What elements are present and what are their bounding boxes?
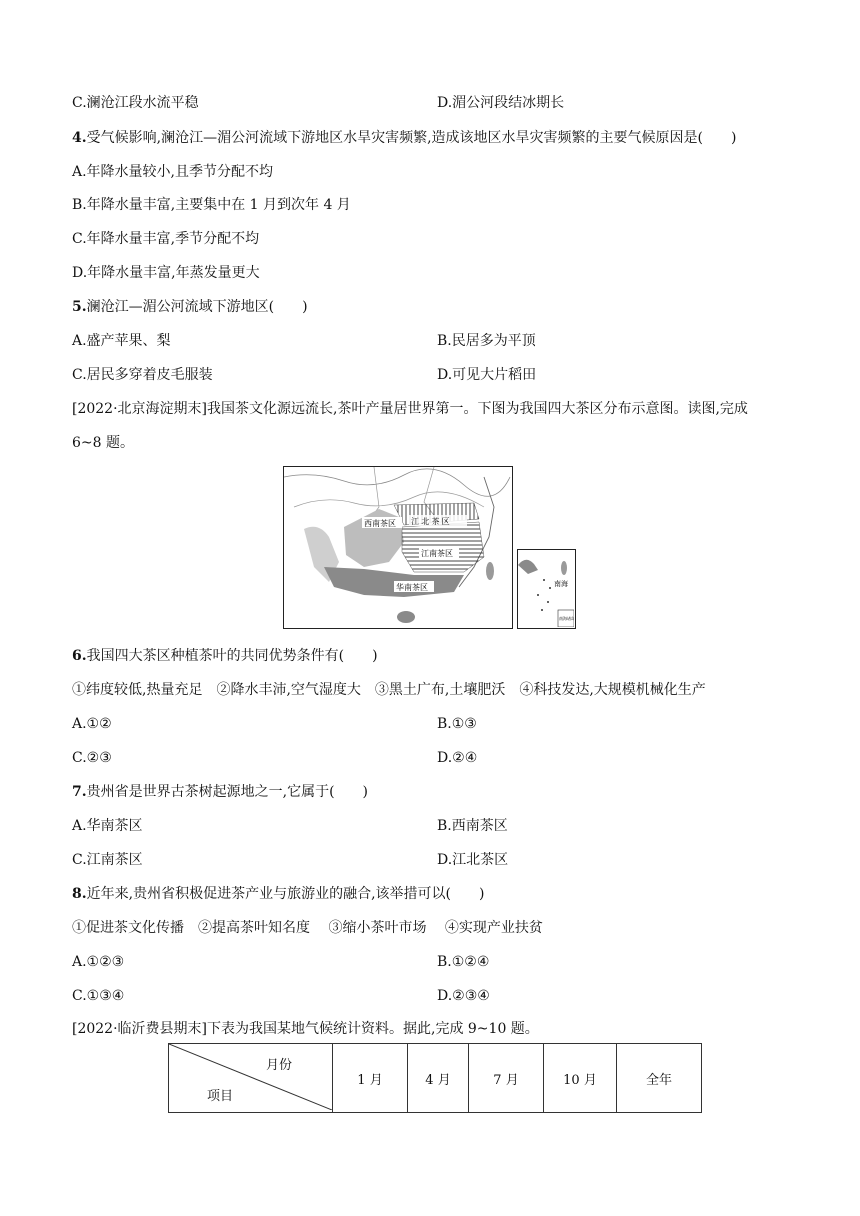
q6-number: 6. bbox=[72, 648, 87, 664]
intro-6-8-line1: [2022·北京海淀期末]我国茶文化源远流长,茶叶产量居世界第一。下图为我国四大茶区分布示意图。读图,完成 bbox=[72, 401, 748, 417]
q6-stem-text: 我国四大茶区种植茶叶的共同优势条件有( ) bbox=[86, 648, 378, 664]
q8-stem bbox=[72, 885, 484, 903]
q6-option-b: B.①③ bbox=[437, 716, 477, 732]
q5-option-b: B.民居多为平顶 bbox=[437, 333, 536, 349]
q6-items: ①纬度较低,热量充足 ②降水丰沛,空气湿度大 ③黑土广布,土壤肥沃 ④科技发达,大规模机械化生产 bbox=[72, 682, 706, 698]
q7-stem bbox=[72, 783, 368, 801]
header-col-jan: 1 月 bbox=[333, 1044, 408, 1113]
q8-option-a: A.①②③ bbox=[72, 954, 125, 970]
q6-option-d: D.②④ bbox=[437, 750, 478, 766]
q7-option-d: D.江北茶区 bbox=[437, 852, 509, 868]
inset-corner-label: 南海诸岛 bbox=[559, 616, 574, 621]
inset-label: 南海 bbox=[554, 581, 568, 588]
q8-option-c: C.①③④ bbox=[72, 988, 125, 1004]
header-col-year: 全年 bbox=[617, 1044, 702, 1113]
q8-stem-text: 近年来,贵州省积极促进茶产业与旅游业的融合,该举措可以( ) bbox=[86, 886, 485, 902]
tea-region-map-graphic bbox=[284, 467, 511, 627]
q4-number: 4. bbox=[72, 130, 87, 146]
tea-region-map bbox=[283, 466, 513, 629]
q4-stem bbox=[72, 129, 736, 147]
table-diagonal-header bbox=[169, 1044, 333, 1113]
q6-option-a: A.①② bbox=[72, 716, 112, 732]
q7-option-a: A.华南茶区 bbox=[72, 818, 143, 834]
intro-9-10: [2022·临沂费县期末]下表为我国某地气候统计资料。据此,完成 9~10 题。 bbox=[72, 1021, 539, 1037]
label-xinan: 西南茶区 bbox=[364, 519, 396, 528]
q7-option-c: C.江南茶区 bbox=[72, 852, 143, 868]
header-col-apr: 4 月 bbox=[408, 1044, 469, 1113]
q4-option-c: C.年降水量丰富,季节分配不均 bbox=[72, 231, 260, 247]
q5-stem-text: 澜沧江—湄公河流域下游地区( ) bbox=[86, 299, 308, 315]
q5-option-a: A.盛产苹果、梨 bbox=[72, 333, 171, 349]
q5-option-c: C.居民多穿着皮毛服装 bbox=[72, 367, 213, 383]
inset-graphic bbox=[518, 550, 574, 627]
q8-items: ①促进茶文化传播 ②提高茶叶知名度 ③缩小茶叶市场 ④实现产业扶贫 bbox=[72, 920, 543, 936]
label-jiangbei: 江 北 茶 区 bbox=[411, 517, 450, 526]
q6-option-c: C.②③ bbox=[72, 750, 112, 766]
header-item-label: 项目 bbox=[207, 1089, 234, 1104]
intro-6-8-line2: 6~8 题。 bbox=[72, 435, 134, 451]
climate-table bbox=[168, 1043, 702, 1113]
q7-stem-text: 贵州省是世界古茶树起源地之一,它属于( ) bbox=[86, 784, 368, 800]
diagonal-line bbox=[169, 1044, 332, 1110]
q7-number: 7. bbox=[72, 784, 87, 800]
q8-option-b: B.①②④ bbox=[437, 954, 490, 970]
q4-option-d: D.年降水量丰富,年蒸发量更大 bbox=[72, 265, 260, 281]
q3-option-c: C.澜沧江段水流平稳 bbox=[72, 95, 199, 111]
q8-option-d: D.②③④ bbox=[437, 988, 490, 1004]
q4-option-a: A.年降水量较小,且季节分配不均 bbox=[72, 164, 274, 180]
label-huanan: 华南茶区 bbox=[396, 583, 428, 592]
label-jiangnan: 江南茶区 bbox=[421, 549, 453, 558]
q5-stem bbox=[72, 298, 308, 316]
table-header-row bbox=[169, 1044, 702, 1113]
q5-option-d: D.可见大片稻田 bbox=[437, 367, 537, 383]
south-china-sea-inset bbox=[517, 549, 576, 629]
q4-stem-text: 受气候影响,澜沧江—湄公河流域下游地区水旱灾害频繁,造成该地区水旱灾害频繁的主要气候原因是( ) bbox=[86, 130, 737, 146]
q6-stem bbox=[72, 647, 378, 665]
header-col-oct: 10 月 bbox=[544, 1044, 617, 1113]
q3-option-d: D.湄公河段结冰期长 bbox=[437, 95, 565, 111]
q4-option-b: B.年降水量丰富,主要集中在 1 月到次年 4 月 bbox=[72, 197, 351, 213]
q7-option-b: B.西南茶区 bbox=[437, 818, 508, 834]
q5-number: 5. bbox=[72, 299, 87, 315]
header-col-jul: 7 月 bbox=[469, 1044, 544, 1113]
q8-number: 8. bbox=[72, 886, 87, 902]
header-month-label: 月份 bbox=[265, 1058, 292, 1073]
